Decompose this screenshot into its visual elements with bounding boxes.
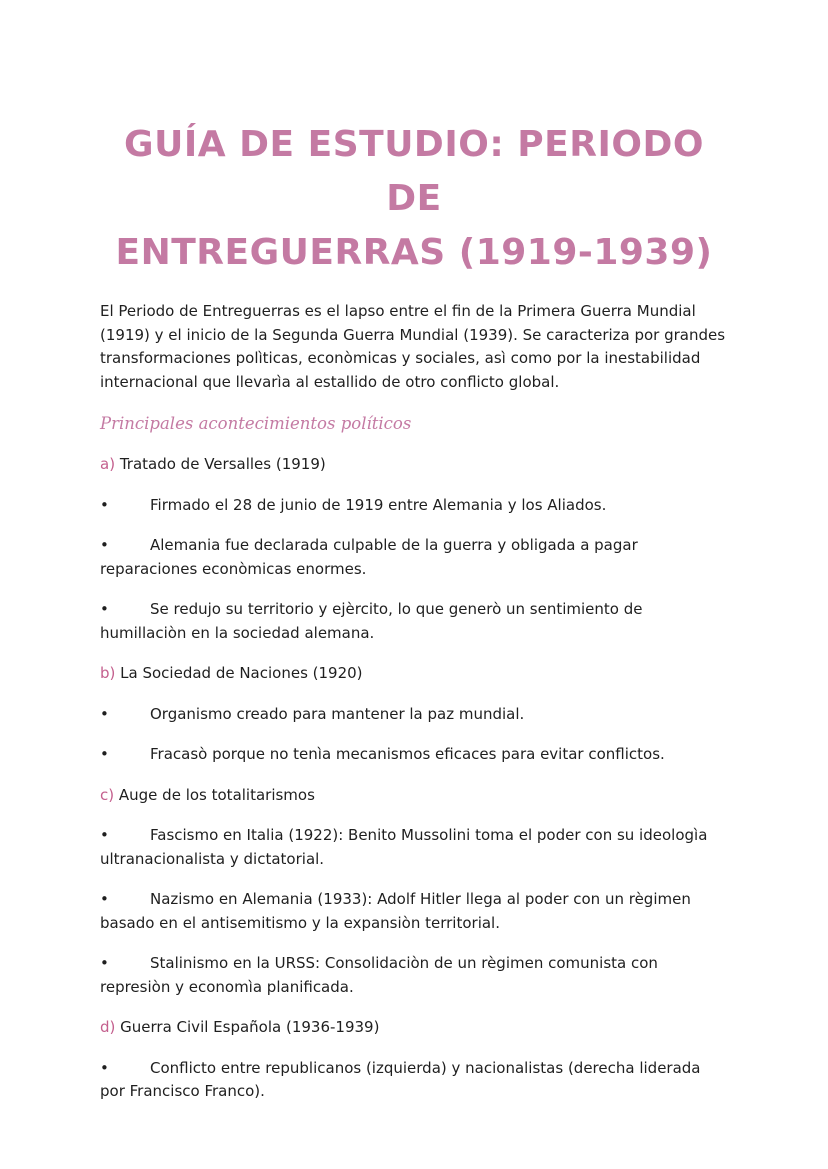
bullet-text: Se redujo su territorio y ejèrcito, lo que generò un sentimiento de humillaciòn en la sociedad alemana. — [100, 600, 643, 642]
bullet-text: Organismo creado para mantener la paz mundial. — [150, 704, 525, 723]
section-title — [100, 1016, 728, 1040]
section-title-text: La Sociedad de Naciones (1920) — [120, 664, 363, 682]
section-letter: c) — [100, 785, 115, 804]
bullet-text: Fascismo en Italia (1922): Benito Mussolini toma el poder con su ideologìa ultranacionalista y dictatorial. — [100, 826, 708, 868]
bullet-icon: • — [100, 1058, 109, 1077]
bullet-icon: • — [100, 890, 109, 908]
bullet-text: Nazismo en Alemania (1933): Adolf Hitler llega al poder con un règimen basado en el antisemitismo y la expansiòn territorial. — [100, 890, 691, 932]
bullet-item — [100, 534, 728, 581]
section-title-text: Tratado de Versalles (1919) — [119, 455, 326, 473]
page-title — [100, 118, 728, 280]
title-line-1: GUÍA DE ESTUDIO: PERIODO DE — [124, 124, 704, 219]
section-title-text: Auge de los totalitarismos — [118, 785, 315, 804]
bullet-item — [100, 598, 728, 645]
intro-paragraph: El Periodo de Entreguerras es el lapso entre el fin de la Primera Guerra Mundial (1919) y el inicio de la Segunda Guerra Mundial (1939). Se caracteriza por grandes transformaciones polìticas, econòmicas y sociales, asì como por la inestabilidad internacional que llevarìa al estallido de otro conflicto global. — [100, 302, 726, 391]
bullet-item — [100, 1057, 728, 1104]
bullet-item — [100, 743, 728, 767]
bullet-item — [100, 888, 728, 935]
section-title — [100, 662, 728, 686]
bullet-icon: • — [100, 600, 109, 618]
bullet-item — [100, 952, 728, 999]
section-title — [100, 453, 728, 477]
bullet-text: Conflicto entre republicanos (izquierda) y nacionalistas (derecha liderada por Francisco Franco). — [100, 1058, 701, 1100]
section-subheading: Principales acontecimientos políticos — [100, 414, 412, 433]
bullet-icon: • — [100, 954, 109, 972]
title-line-2: ENTREGUERRAS (1919-1939) — [115, 232, 713, 273]
section-title — [100, 784, 728, 808]
section-letter: d) — [100, 1018, 116, 1036]
bullet-text: Firmado el 28 de junio de 1919 entre Alemania y los Aliados. — [150, 495, 607, 514]
section-letter: b) — [100, 664, 116, 682]
bullet-item — [100, 824, 728, 871]
bullet-icon: • — [100, 826, 109, 844]
bullet-icon: • — [100, 495, 109, 514]
bullet-text: Stalinismo en la URSS: Consolidaciòn de un règimen comunista con represiòn y economìa planificada. — [100, 954, 658, 996]
section-title-text: Guerra Civil Española (1936-1939) — [120, 1018, 380, 1036]
bullet-text: Fracasò porque no tenìa mecanismos eficaces para evitar conflictos. — [150, 745, 665, 763]
bullet-icon: • — [100, 704, 109, 723]
bullet-icon: • — [100, 536, 109, 554]
section-letter: a) — [100, 455, 116, 473]
bullet-icon: • — [100, 745, 109, 763]
bullet-text: Alemania fue declarada culpable de la guerra y obligada a pagar reparaciones econòmicas enormes. — [100, 536, 638, 578]
bullet-item — [100, 703, 728, 727]
bullet-item — [100, 494, 728, 518]
